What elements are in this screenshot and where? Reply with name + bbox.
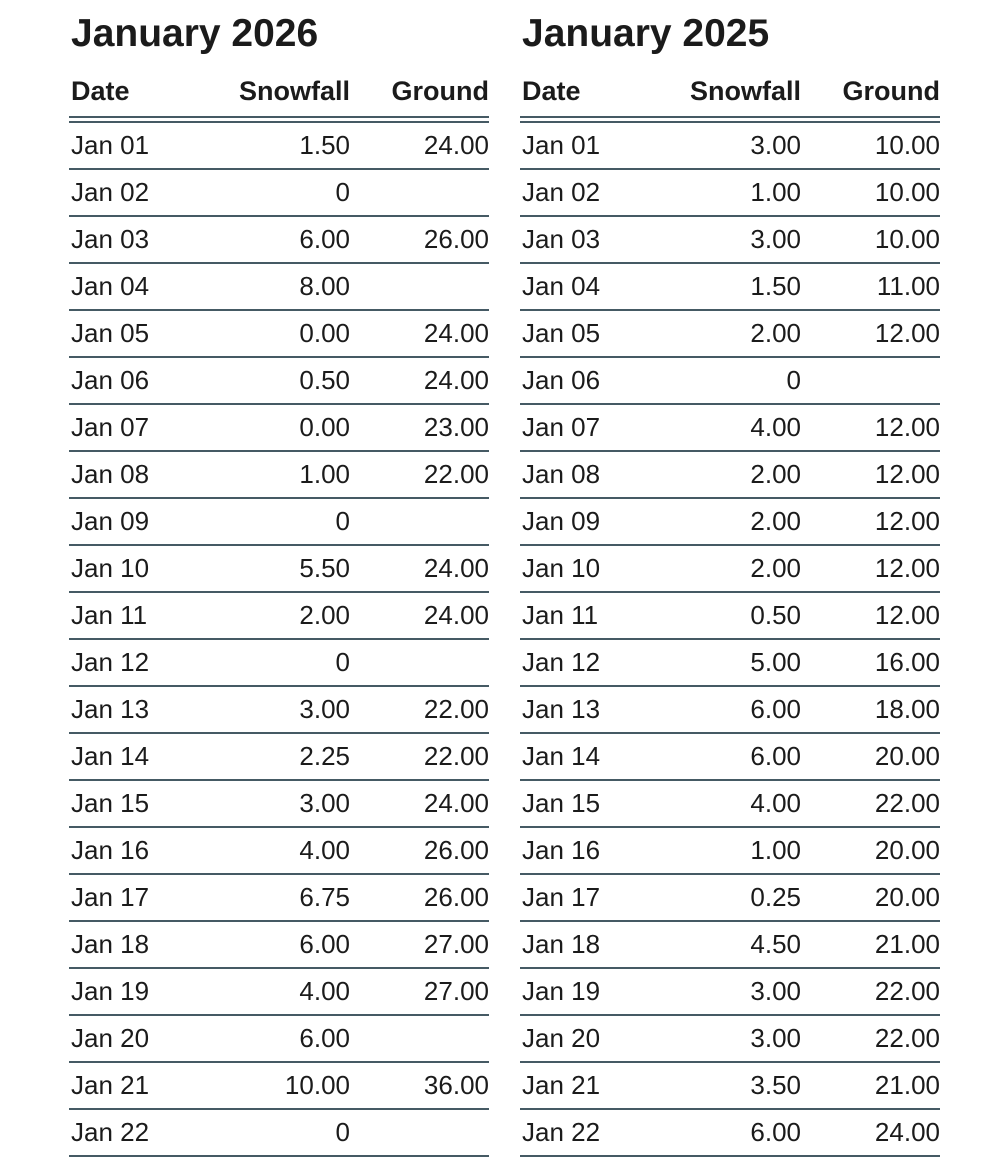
month-title-2026: January 2026 xyxy=(71,12,319,55)
ground-cell: 18.00 xyxy=(801,686,940,733)
snowfall-cell: 2.00 xyxy=(662,451,801,498)
ground-cell xyxy=(350,169,489,216)
snowfall-cell: 10.00 xyxy=(211,1062,350,1109)
table-row xyxy=(69,545,489,592)
date-cell: Jan 19 xyxy=(69,968,211,1015)
table-body xyxy=(69,120,489,1157)
date-cell: Jan 03 xyxy=(69,216,211,263)
table-row xyxy=(520,216,940,263)
date-cell: Jan 11 xyxy=(520,592,662,639)
snowfall-cell: 4.00 xyxy=(211,968,350,1015)
table-row xyxy=(69,733,489,780)
date-cell: Jan 18 xyxy=(520,921,662,968)
table-row xyxy=(69,968,489,1015)
table-row xyxy=(69,1015,489,1062)
ground-cell: 22.00 xyxy=(801,968,940,1015)
snowfall-cell: 6.75 xyxy=(211,874,350,921)
ground-cell xyxy=(350,1015,489,1062)
ground-cell: 12.00 xyxy=(801,592,940,639)
ground-cell: 12.00 xyxy=(801,545,940,592)
snowfall-cell: 6.00 xyxy=(662,686,801,733)
snowfall-column-header: Snowfall xyxy=(662,76,801,120)
table-row xyxy=(520,263,940,310)
table-row xyxy=(69,216,489,263)
snowfall-cell: 4.00 xyxy=(662,404,801,451)
table-row xyxy=(520,357,940,404)
table-row xyxy=(69,827,489,874)
snowfall-cell: 3.00 xyxy=(211,686,350,733)
snowfall-cell: 4.50 xyxy=(662,921,801,968)
snowfall-cell: 0 xyxy=(211,639,350,686)
date-cell: Jan 22 xyxy=(520,1109,662,1156)
ground-cell: 12.00 xyxy=(801,310,940,357)
snowfall-cell: 0.25 xyxy=(662,874,801,921)
date-cell: Jan 01 xyxy=(520,120,662,170)
ground-cell: 26.00 xyxy=(350,216,489,263)
snowfall-cell: 0 xyxy=(211,1109,350,1156)
date-cell: Jan 16 xyxy=(69,827,211,874)
snowfall-cell: 1.50 xyxy=(662,263,801,310)
table-row xyxy=(520,733,940,780)
ground-cell: 10.00 xyxy=(801,169,940,216)
ground-cell xyxy=(350,263,489,310)
ground-column-header: Ground xyxy=(801,76,940,120)
table-row xyxy=(69,451,489,498)
table-row xyxy=(69,686,489,733)
table-row xyxy=(520,921,940,968)
date-cell: Jan 03 xyxy=(520,216,662,263)
ground-cell xyxy=(350,498,489,545)
snowfall-cell: 4.00 xyxy=(211,827,350,874)
date-cell: Jan 10 xyxy=(520,545,662,592)
month-table-section-2025 xyxy=(520,10,938,1157)
date-cell: Jan 20 xyxy=(69,1015,211,1062)
date-cell: Jan 21 xyxy=(69,1062,211,1109)
ground-cell: 26.00 xyxy=(350,874,489,921)
ground-cell: 24.00 xyxy=(350,310,489,357)
date-cell: Jan 05 xyxy=(69,310,211,357)
table-row xyxy=(69,169,489,216)
snowfall-cell: 6.00 xyxy=(662,733,801,780)
date-cell: Jan 04 xyxy=(520,263,662,310)
ground-cell: 24.00 xyxy=(350,357,489,404)
snowfall-cell: 1.50 xyxy=(211,120,350,170)
snowfall-table-2026 xyxy=(69,76,489,1157)
table-row xyxy=(69,1109,489,1156)
ground-cell: 24.00 xyxy=(350,545,489,592)
date-cell: Jan 02 xyxy=(520,169,662,216)
ground-cell: 12.00 xyxy=(801,404,940,451)
ground-cell: 23.00 xyxy=(350,404,489,451)
ground-cell xyxy=(801,357,940,404)
table-row xyxy=(520,498,940,545)
snowfall-cell: 2.25 xyxy=(211,733,350,780)
date-cell: Jan 07 xyxy=(520,404,662,451)
ground-cell: 20.00 xyxy=(801,874,940,921)
snowfall-cell: 6.00 xyxy=(211,216,350,263)
month-title-2025: January 2025 xyxy=(522,12,770,55)
ground-cell: 20.00 xyxy=(801,733,940,780)
table-row xyxy=(520,686,940,733)
snowfall-cell: 3.00 xyxy=(211,780,350,827)
table-row xyxy=(520,968,940,1015)
ground-cell: 22.00 xyxy=(801,780,940,827)
date-column-header: Date xyxy=(69,76,211,120)
ground-cell: 24.00 xyxy=(801,1109,940,1156)
date-cell: Jan 11 xyxy=(69,592,211,639)
ground-cell: 10.00 xyxy=(801,120,940,170)
snowfall-cell: 2.00 xyxy=(662,545,801,592)
table-row xyxy=(69,498,489,545)
date-cell: Jan 08 xyxy=(69,451,211,498)
date-cell: Jan 13 xyxy=(69,686,211,733)
table-row xyxy=(520,404,940,451)
snowfall-cell: 2.00 xyxy=(211,592,350,639)
table-row xyxy=(69,357,489,404)
table-row xyxy=(520,639,940,686)
snowfall-cell: 0 xyxy=(662,357,801,404)
snowfall-cell: 6.00 xyxy=(662,1109,801,1156)
date-cell: Jan 14 xyxy=(520,733,662,780)
snowfall-cell: 2.00 xyxy=(662,310,801,357)
snowfall-cell: 4.00 xyxy=(662,780,801,827)
date-cell: Jan 17 xyxy=(69,874,211,921)
table-body xyxy=(520,120,940,1157)
date-cell: Jan 04 xyxy=(69,263,211,310)
date-cell: Jan 12 xyxy=(69,639,211,686)
table-row xyxy=(69,310,489,357)
table-row xyxy=(69,639,489,686)
snowfall-cell: 1.00 xyxy=(662,169,801,216)
table-row xyxy=(69,263,489,310)
table-row xyxy=(520,1062,940,1109)
date-cell: Jan 08 xyxy=(520,451,662,498)
ground-cell: 22.00 xyxy=(801,1015,940,1062)
ground-cell: 22.00 xyxy=(350,451,489,498)
snowfall-cell: 0 xyxy=(211,169,350,216)
ground-cell: 12.00 xyxy=(801,498,940,545)
snowfall-cell: 3.00 xyxy=(662,1015,801,1062)
date-cell: Jan 10 xyxy=(69,545,211,592)
table-row xyxy=(69,592,489,639)
snowfall-cell: 0.50 xyxy=(211,357,350,404)
snowfall-column-header: Snowfall xyxy=(211,76,350,120)
ground-column-header: Ground xyxy=(350,76,489,120)
table-row xyxy=(69,780,489,827)
snowfall-cell: 3.00 xyxy=(662,120,801,170)
table-row xyxy=(520,310,940,357)
snowfall-cell: 6.00 xyxy=(211,921,350,968)
ground-cell: 16.00 xyxy=(801,639,940,686)
ground-cell: 36.00 xyxy=(350,1062,489,1109)
snowfall-cell: 5.00 xyxy=(662,639,801,686)
ground-cell: 21.00 xyxy=(801,921,940,968)
snowfall-cell: 5.50 xyxy=(211,545,350,592)
date-cell: Jan 06 xyxy=(520,357,662,404)
date-cell: Jan 17 xyxy=(520,874,662,921)
snowfall-cell: 0.50 xyxy=(662,592,801,639)
date-cell: Jan 15 xyxy=(69,780,211,827)
table-header xyxy=(520,76,940,120)
date-cell: Jan 09 xyxy=(69,498,211,545)
date-cell: Jan 19 xyxy=(520,968,662,1015)
date-cell: Jan 02 xyxy=(69,169,211,216)
table-row xyxy=(520,545,940,592)
ground-cell xyxy=(350,639,489,686)
ground-cell: 22.00 xyxy=(350,686,489,733)
table-row xyxy=(520,827,940,874)
table-row xyxy=(520,1015,940,1062)
ground-cell: 20.00 xyxy=(801,827,940,874)
table-row xyxy=(520,1109,940,1156)
ground-cell: 10.00 xyxy=(801,216,940,263)
date-cell: Jan 01 xyxy=(69,120,211,170)
ground-cell: 11.00 xyxy=(801,263,940,310)
ground-cell xyxy=(350,1109,489,1156)
table-row xyxy=(69,404,489,451)
date-cell: Jan 22 xyxy=(69,1109,211,1156)
table-row xyxy=(520,120,940,170)
date-cell: Jan 15 xyxy=(520,780,662,827)
table-row xyxy=(69,120,489,170)
header-row xyxy=(69,76,489,120)
table-row xyxy=(520,592,940,639)
snowfall-cell: 2.00 xyxy=(662,498,801,545)
table-row xyxy=(520,874,940,921)
date-cell: Jan 16 xyxy=(520,827,662,874)
snowfall-cell: 3.50 xyxy=(662,1062,801,1109)
snowfall-cell: 1.00 xyxy=(662,827,801,874)
table-row xyxy=(520,169,940,216)
date-cell: Jan 12 xyxy=(520,639,662,686)
ground-cell: 22.00 xyxy=(350,733,489,780)
date-cell: Jan 14 xyxy=(69,733,211,780)
date-cell: Jan 05 xyxy=(520,310,662,357)
ground-cell: 24.00 xyxy=(350,780,489,827)
table-row xyxy=(69,1062,489,1109)
ground-cell: 26.00 xyxy=(350,827,489,874)
snowfall-cell: 0.00 xyxy=(211,404,350,451)
date-cell: Jan 20 xyxy=(520,1015,662,1062)
date-column-header: Date xyxy=(520,76,662,120)
date-cell: Jan 09 xyxy=(520,498,662,545)
date-cell: Jan 13 xyxy=(520,686,662,733)
table-row xyxy=(69,921,489,968)
snowfall-cell: 6.00 xyxy=(211,1015,350,1062)
date-cell: Jan 07 xyxy=(69,404,211,451)
table-header xyxy=(69,76,489,120)
snowfall-cell: 0 xyxy=(211,498,350,545)
snowfall-cell: 3.00 xyxy=(662,968,801,1015)
ground-cell: 24.00 xyxy=(350,120,489,170)
ground-cell: 21.00 xyxy=(801,1062,940,1109)
snowfall-table-2025 xyxy=(520,76,940,1157)
ground-cell: 24.00 xyxy=(350,592,489,639)
date-cell: Jan 06 xyxy=(69,357,211,404)
snowfall-cell: 3.00 xyxy=(662,216,801,263)
snowfall-cell: 1.00 xyxy=(211,451,350,498)
ground-cell: 12.00 xyxy=(801,451,940,498)
table-row xyxy=(520,780,940,827)
table-row xyxy=(69,874,489,921)
header-row xyxy=(520,76,940,120)
month-table-section-2026 xyxy=(69,10,487,1157)
ground-cell: 27.00 xyxy=(350,921,489,968)
ground-cell: 27.00 xyxy=(350,968,489,1015)
snowfall-cell: 0.00 xyxy=(211,310,350,357)
date-cell: Jan 21 xyxy=(520,1062,662,1109)
table-row xyxy=(520,451,940,498)
date-cell: Jan 18 xyxy=(69,921,211,968)
snowfall-cell: 8.00 xyxy=(211,263,350,310)
